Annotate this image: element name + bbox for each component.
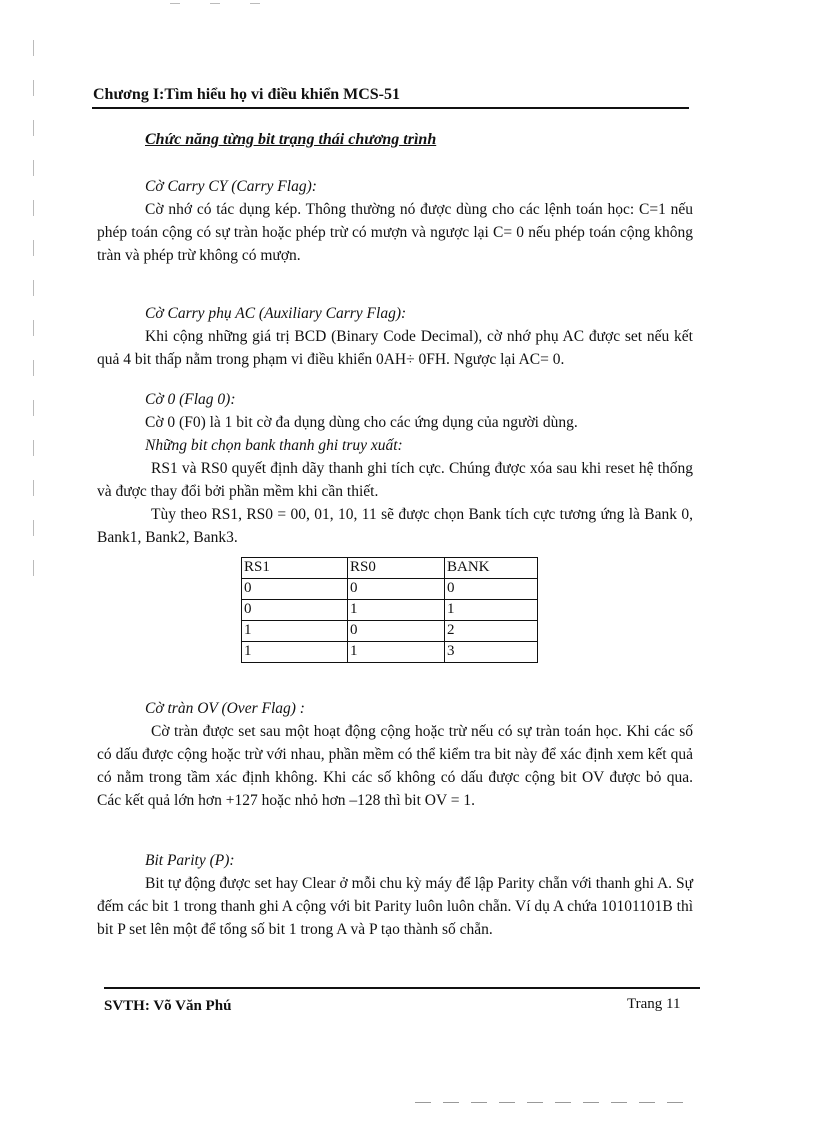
table-header-cell: RS0 (348, 558, 445, 579)
table-cell: 3 (445, 642, 538, 663)
page-header-title: Chương I:Tìm hiểu họ vi điều khiển MCS-51 (93, 86, 400, 103)
aux-carry-heading: Cờ Carry phụ AC (Auxiliary Carry Flag): (145, 305, 407, 322)
carry-flag-text: Cờ nhớ có tác dụng kép. Thông thường nó được dùng cho các lệnh toán học: C=1 nếu phép toán cộng có sự tràn hoặc phép trừ có mượn và ngược lại C= 0 nếu phép toán cộng không tràn và phép trừ không có mượn. (97, 201, 693, 264)
table-cell: 1 (445, 600, 538, 621)
table-cell: 1 (242, 621, 348, 642)
table-header-cell: BANK (445, 558, 538, 579)
table-cell: 0 (445, 579, 538, 600)
carry-flag-heading: Cờ Carry CY (Carry Flag): (145, 178, 317, 195)
bank-select-text-1: RS1 và RS0 quyết định dãy thanh ghi tích cực. Chúng được xóa sau khi reset hệ thống và được thay đổi bởi phần mềm khi cần thiết. (97, 460, 693, 500)
table-cell: 1 (242, 642, 348, 663)
section-title: Chức năng từng bit trạng thái chương trình (145, 131, 437, 148)
aux-carry-block (97, 302, 693, 371)
table-cell: 0 (242, 600, 348, 621)
overflow-text: Cờ tràn được set sau một hoạt động cộng hoặc trừ nếu có sự tràn toán học. Khi các số có dấu được cộng hoặc trừ với nhau, phần mềm có thể kiểm tra bit này để xác định xem kết quả có nằm trong tầm xác định không. Khi các số không có dấu được cộng bit OV được bỏ qua. Các kết quả lớn hơn +127 hoặc nhỏ hơn –128 thì bit OV = 1. (97, 723, 693, 809)
table-cell: 0 (348, 621, 445, 642)
scan-artifact-bottom (415, 1102, 690, 1103)
table-cell: 0 (348, 579, 445, 600)
parity-heading: Bit Parity (P): (145, 852, 235, 869)
footer-author: SVTH: Võ Văn Phú (104, 998, 232, 1014)
table-cell: 0 (242, 579, 348, 600)
overflow-heading: Cờ tràn OV (Over Flag) : (145, 700, 305, 717)
table-row (242, 642, 538, 663)
table-header-row (242, 558, 538, 579)
scan-artifact-margin (33, 40, 34, 600)
footer-divider (104, 987, 700, 989)
flag0-block (97, 388, 693, 549)
scan-artifact-top (170, 3, 290, 4)
table-cell: 1 (348, 642, 445, 663)
flag0-text: Cờ 0 (F0) là 1 bit cờ đa dụng dùng cho các ứng dụng của người dùng. (145, 414, 578, 431)
bank-select-heading: Những bit chọn bank thanh ghi truy xuất: (145, 437, 403, 454)
table-cell: 2 (445, 621, 538, 642)
flag0-heading: Cờ 0 (Flag 0): (145, 391, 236, 408)
table-row (242, 579, 538, 600)
aux-carry-text: Khi cộng những giá trị BCD (Binary Code Decimal), cờ nhớ phụ AC được set nếu kết quả 4 bit thấp nằm trong phạm vi điều khiển 0AH÷ 0FH. Ngược lại AC= 0. (97, 328, 693, 368)
bank-select-text-2: Tùy theo RS1, RS0 = 00, 01, 10, 11 sẽ được chọn Bank tích cực tương ứng là Bank 0, Bank1, Bank2, Bank3. (97, 506, 693, 546)
parity-block (97, 849, 693, 941)
parity-text: Bit tự động được set hay Clear ở mỗi chu kỳ máy để lập Parity chẵn với thanh ghi A. Sự đếm các bit 1 trong thanh ghi A cộng với bit Parity luôn luôn chẵn. Ví dụ A chứa 10101101B thì bit P set lên một để tổng số bit 1 trong A và P tạo thành số chẵn. (97, 875, 693, 938)
table-row (242, 621, 538, 642)
table-cell: 1 (348, 600, 445, 621)
table-header-cell: RS1 (242, 558, 348, 579)
overflow-block (97, 697, 693, 812)
header-divider (92, 107, 689, 109)
bank-select-table (241, 557, 538, 663)
table-row (242, 600, 538, 621)
footer-page-number: Trang 11 (627, 996, 681, 1012)
carry-flag-block (97, 175, 693, 267)
